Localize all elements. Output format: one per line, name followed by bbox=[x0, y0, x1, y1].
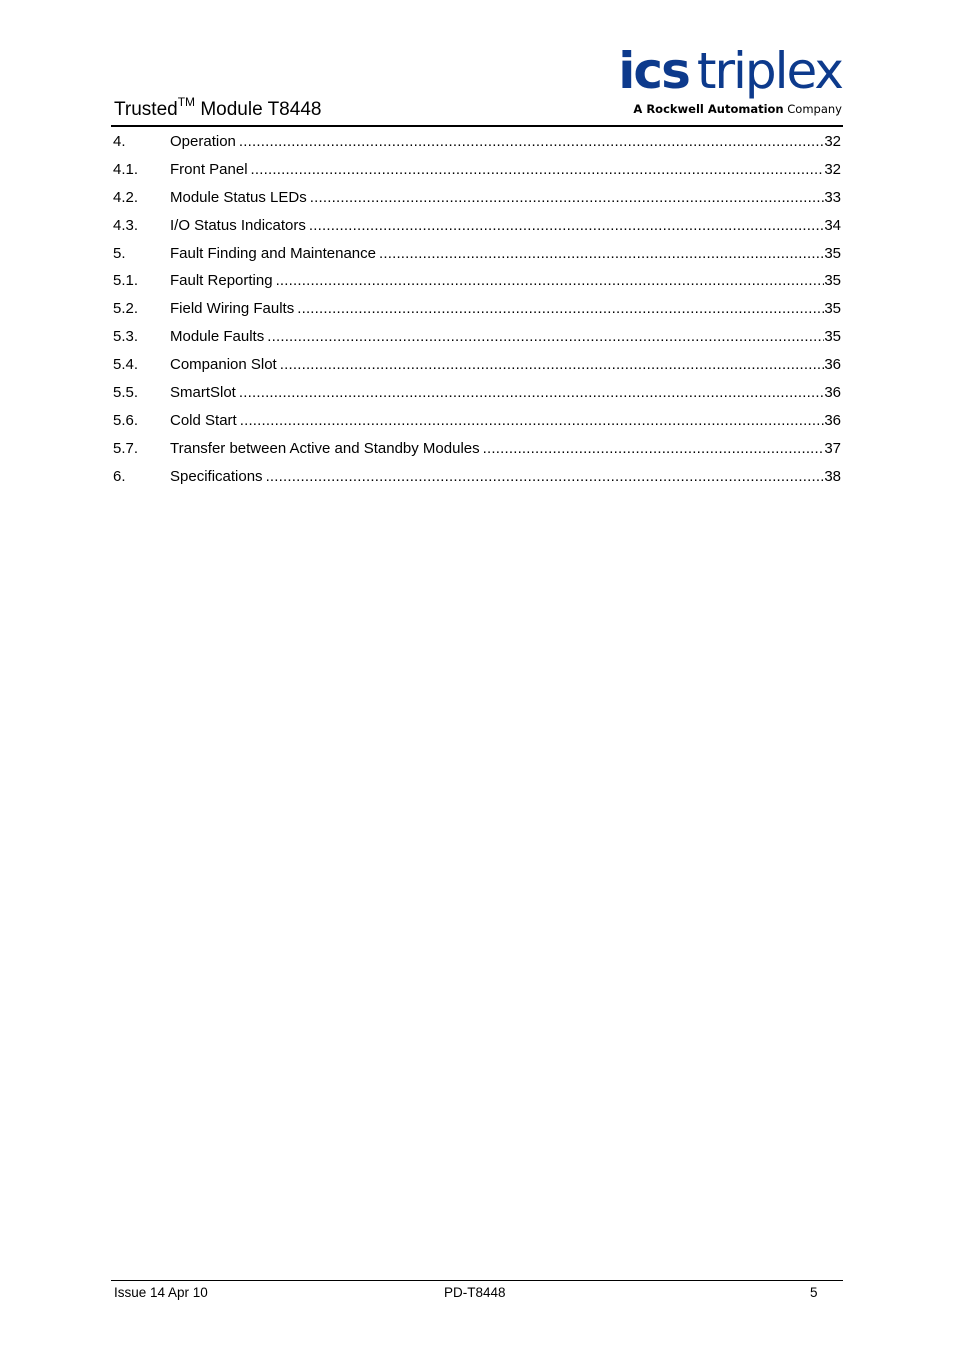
logo-word-ics: ics bbox=[618, 42, 689, 100]
toc-entry[interactable] bbox=[113, 240, 841, 268]
toc-dot-leader bbox=[251, 156, 825, 184]
logo-tagline-rest: Company bbox=[783, 102, 842, 116]
header-title-prefix: Trusted bbox=[114, 99, 178, 120]
toc-entry-title: SmartSlot bbox=[170, 384, 236, 402]
toc-entry-page: 32 bbox=[824, 133, 841, 150]
toc-entry[interactable] bbox=[113, 184, 841, 212]
toc-entry[interactable] bbox=[113, 323, 841, 351]
toc-entry[interactable] bbox=[113, 128, 841, 156]
toc-dot-leader bbox=[266, 463, 825, 491]
toc-entry-title: Operation bbox=[170, 133, 236, 150]
toc-entry[interactable] bbox=[113, 212, 841, 240]
toc-entry[interactable] bbox=[113, 379, 841, 407]
toc-entry-title: Fault Finding and Maintenance bbox=[170, 244, 376, 262]
logo-tagline-bold: A Rockwell Automation bbox=[633, 102, 784, 116]
footer-issue-date: Issue 14 Apr 10 bbox=[114, 1285, 208, 1300]
toc-entry-page: 35 bbox=[824, 328, 841, 346]
header-divider bbox=[111, 125, 843, 127]
toc-entry-title: Fault Reporting bbox=[170, 272, 273, 290]
toc-entry[interactable] bbox=[113, 156, 841, 184]
toc-entry-number: 5.5. bbox=[113, 384, 139, 402]
toc-entry-number: 5.6. bbox=[113, 411, 139, 429]
toc-entry[interactable] bbox=[113, 267, 841, 295]
toc-entry-title: Module Faults bbox=[170, 328, 265, 346]
toc-entry-title: Cold Start bbox=[170, 411, 237, 429]
toc-entry-page: 37 bbox=[824, 439, 841, 457]
toc-entry[interactable] bbox=[113, 351, 841, 379]
toc-entry-number: 5. bbox=[113, 244, 126, 262]
toc-entry[interactable] bbox=[113, 435, 841, 463]
toc-dot-leader bbox=[297, 295, 824, 323]
footer-page-number: 5 bbox=[810, 1285, 818, 1300]
toc-entry-page: 34 bbox=[824, 216, 841, 234]
toc-entry-number: 5.3. bbox=[113, 328, 139, 346]
toc-entry-title: Field Wiring Faults bbox=[170, 300, 295, 318]
toc-entry-page: 38 bbox=[824, 467, 841, 485]
ics-triplex-logo bbox=[610, 42, 842, 120]
toc-entry-number: 5.1. bbox=[113, 272, 139, 290]
toc-dot-leader bbox=[276, 267, 825, 295]
toc-dot-leader bbox=[379, 240, 824, 268]
toc-dot-leader bbox=[309, 212, 824, 240]
toc-entry[interactable] bbox=[113, 463, 841, 491]
logo-wordmark bbox=[618, 42, 842, 100]
toc-entry-number: 4.2. bbox=[113, 188, 139, 206]
toc-entry-page: 36 bbox=[824, 356, 841, 374]
footer-divider bbox=[111, 1280, 843, 1281]
toc-entry-number: 5.4. bbox=[113, 356, 139, 374]
toc-dot-leader bbox=[310, 184, 825, 212]
toc-dot-leader bbox=[483, 435, 825, 463]
toc-entry-title: I/O Status Indicators bbox=[170, 216, 306, 234]
toc-entry-title: Companion Slot bbox=[170, 356, 277, 374]
toc-entry-page: 35 bbox=[824, 300, 841, 318]
toc-entry[interactable] bbox=[113, 407, 841, 435]
toc-entry-number: 5.7. bbox=[113, 439, 139, 457]
toc-dot-leader bbox=[280, 351, 825, 379]
toc-entry-page: 32 bbox=[824, 160, 841, 178]
logo-tagline bbox=[633, 102, 842, 116]
toc-entry-number: 4.3. bbox=[113, 216, 139, 234]
toc-entry-page: 35 bbox=[824, 272, 841, 290]
trademark-superscript: TM bbox=[177, 95, 196, 109]
toc-entry-number: 4.1. bbox=[113, 160, 139, 178]
toc-entry-page: 35 bbox=[824, 244, 841, 262]
toc-entry-number: 6. bbox=[113, 467, 126, 485]
toc-entry-page: 36 bbox=[824, 411, 841, 429]
toc-entry-title: Module Status LEDs bbox=[170, 188, 307, 206]
table-of-contents bbox=[113, 128, 841, 491]
toc-entry-number: 5.2. bbox=[113, 300, 139, 318]
toc-entry-title: Front Panel bbox=[170, 160, 248, 178]
toc-dot-leader bbox=[239, 379, 824, 407]
toc-dot-leader bbox=[240, 407, 825, 435]
footer-document-id: PD-T8448 bbox=[444, 1285, 506, 1300]
toc-entry-page: 33 bbox=[824, 188, 841, 206]
page-header-title bbox=[114, 95, 322, 122]
toc-dot-leader bbox=[267, 323, 824, 351]
toc-entry-title: Transfer between Active and Standby Modules bbox=[170, 439, 480, 457]
toc-entry-number: 4. bbox=[113, 133, 126, 150]
toc-entry-title: Specifications bbox=[170, 467, 263, 485]
toc-entry-page: 36 bbox=[824, 384, 841, 402]
logo-word-triplex: triplex bbox=[696, 42, 842, 100]
toc-entry[interactable] bbox=[113, 295, 841, 323]
header-title-suffix: Module T8448 bbox=[195, 99, 322, 120]
toc-dot-leader bbox=[239, 128, 824, 156]
